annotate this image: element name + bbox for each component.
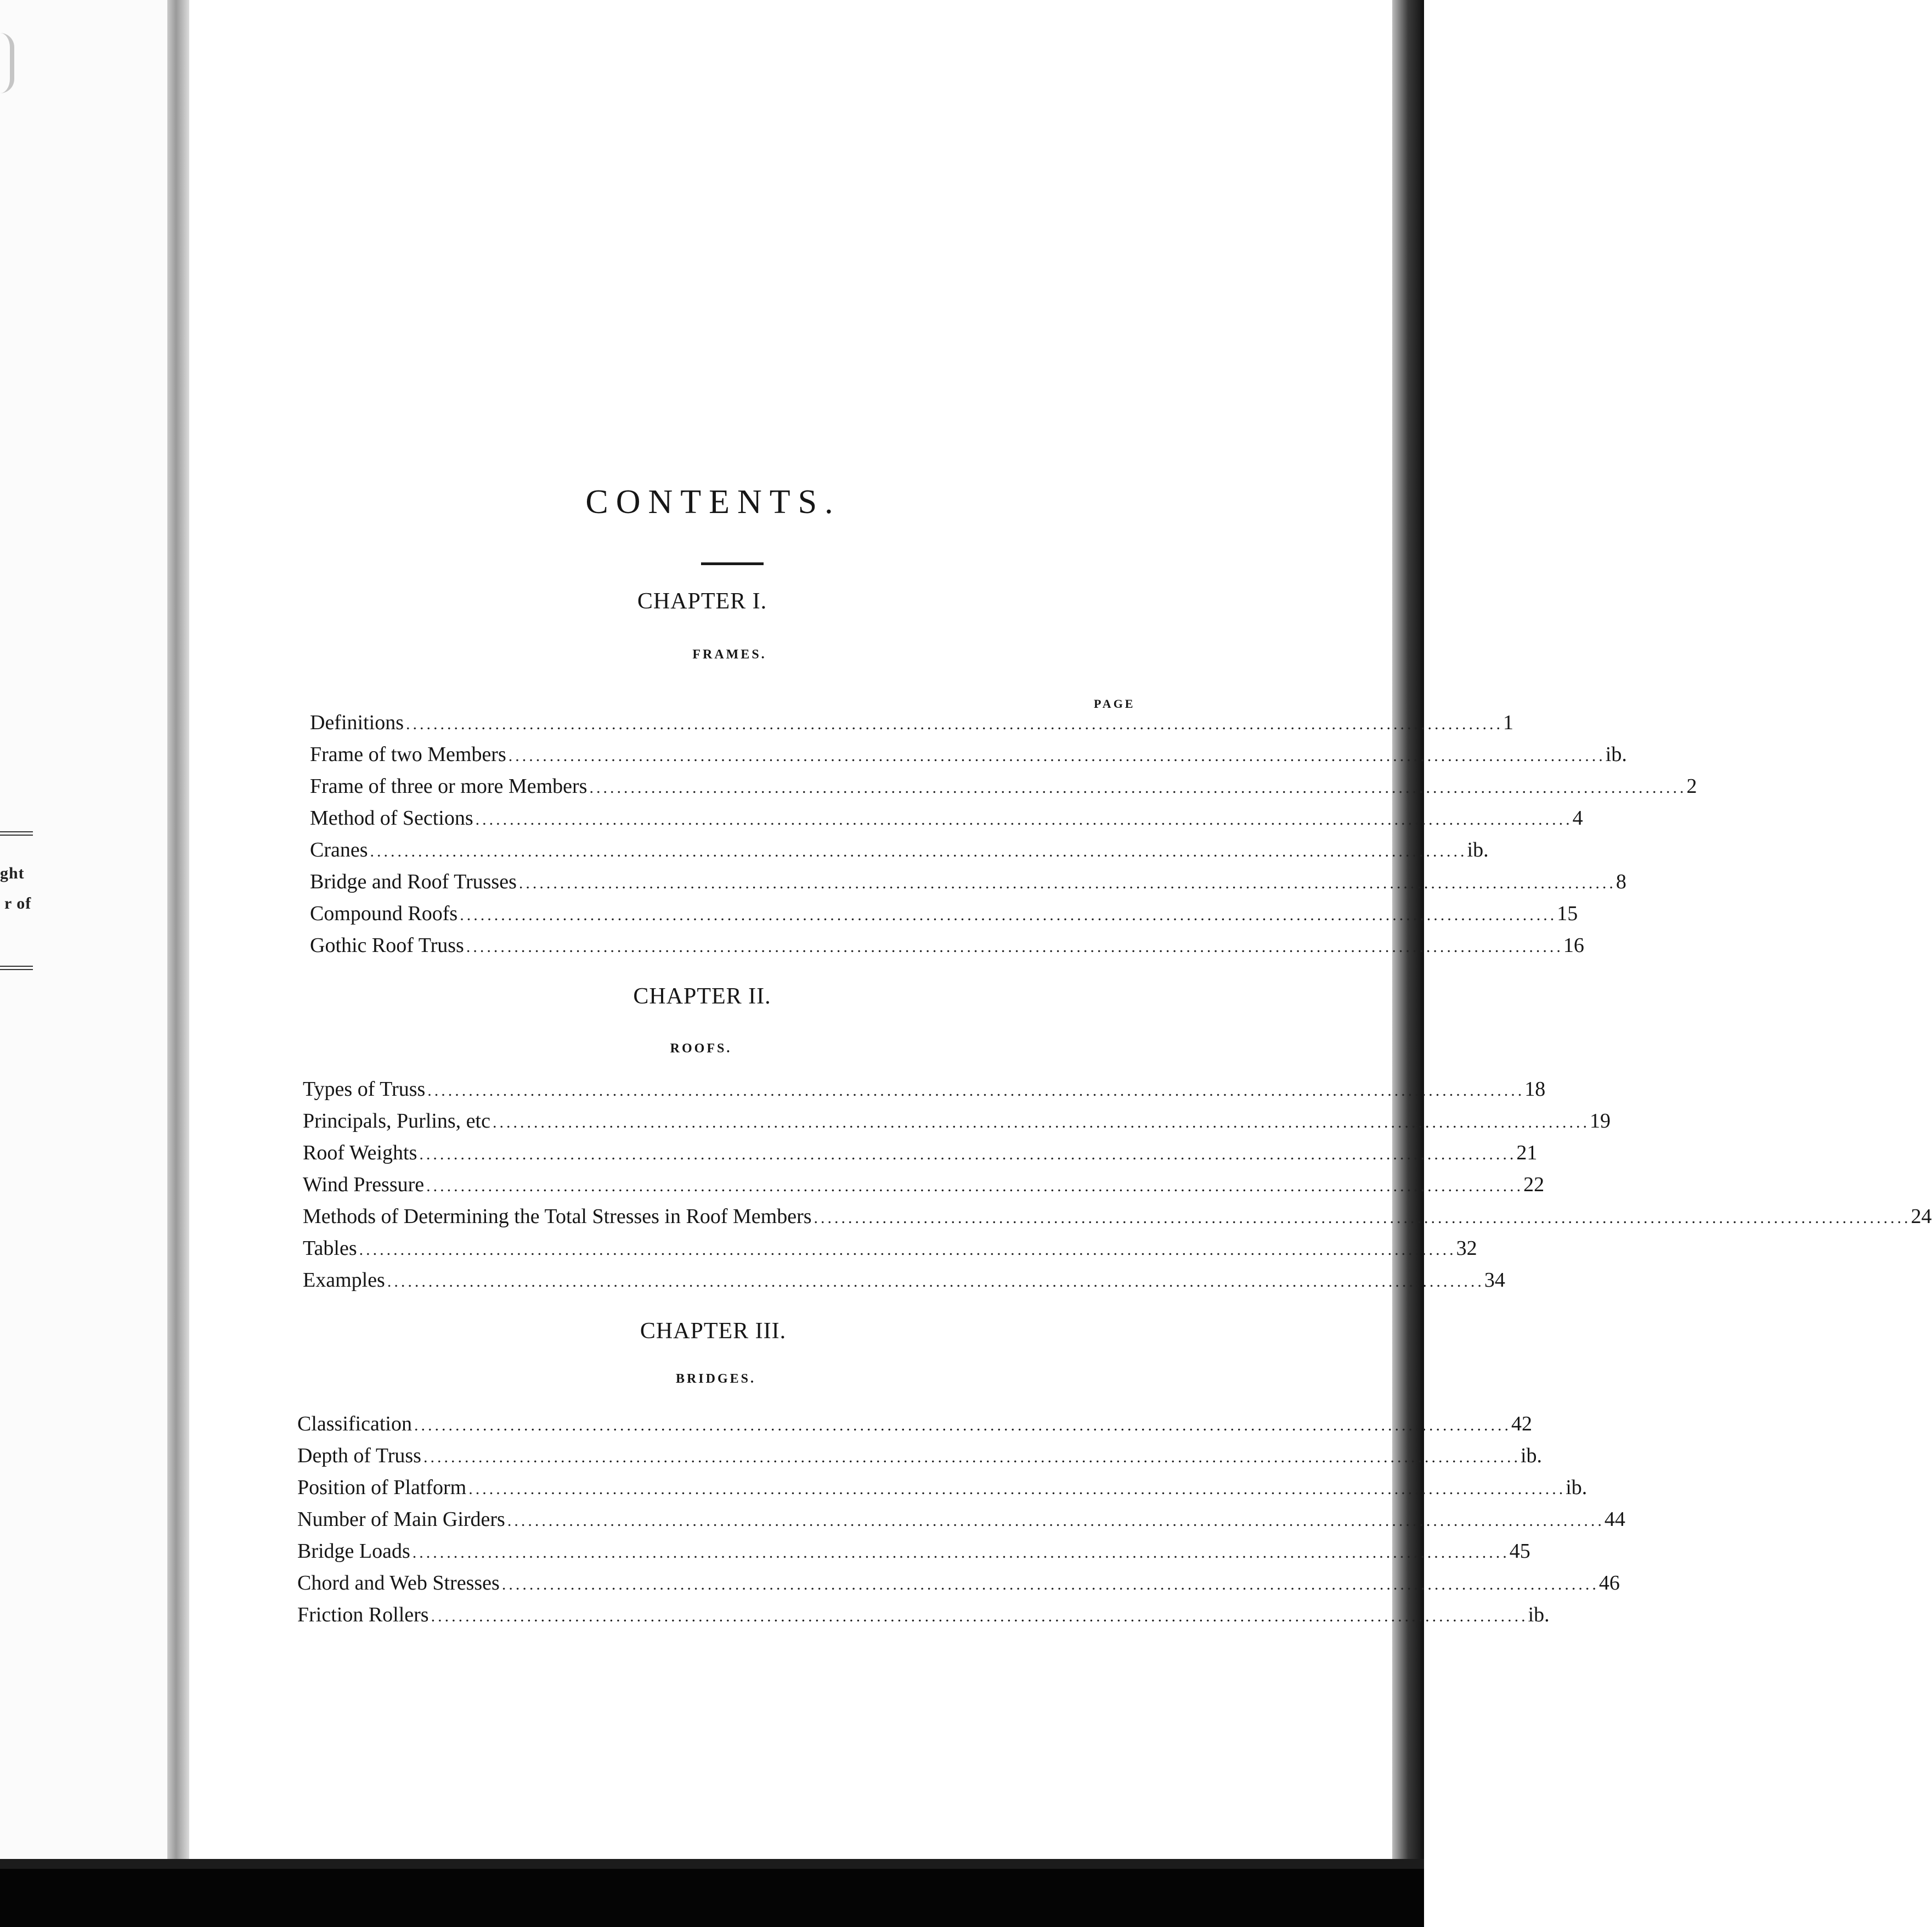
- toc-entry-title: Friction Rollers: [297, 1603, 429, 1626]
- toc-entry: [310, 739, 1627, 770]
- chapter-heading: CHAPTER I.: [637, 589, 767, 614]
- toc-dot-leader: ................................................................................................................................................................: [431, 1607, 1528, 1625]
- toc-dot-leader: ................................................................................................................................................................: [427, 1081, 1525, 1100]
- toc-entry: [303, 1232, 1477, 1264]
- toc-entry: [310, 929, 1584, 961]
- toc-entry-title: Definitions: [310, 711, 404, 734]
- toc-entry-title: Number of Main Girders: [297, 1508, 505, 1531]
- toc-entry-title: Frame of three or more Members: [310, 775, 587, 798]
- toc-entry-title: Method of Sections: [310, 807, 473, 830]
- toc-dot-leader: ................................................................................................................................................................: [460, 906, 1557, 924]
- toc-entry-page: ib.: [1528, 1603, 1550, 1626]
- toc-entry-page: ib.: [1467, 838, 1489, 861]
- toc-entry-title: Roof Weights: [303, 1141, 417, 1164]
- scan-bottom-border: [0, 1859, 1424, 1927]
- toc-entry-title: Bridge and Roof Trusses: [310, 870, 517, 893]
- toc-dot-leader: ................................................................................................................................................................: [814, 1209, 1911, 1227]
- facing-page-rule: [0, 966, 33, 970]
- chapter-subject: FRAMES.: [692, 647, 767, 662]
- toc-entry-title: Frame of two Members: [310, 743, 506, 766]
- toc-dot-leader: ................................................................................................................................................................: [359, 1241, 1456, 1259]
- toc-entry-title: Wind Pressure: [303, 1173, 425, 1196]
- toc-dot-leader: ................................................................................................................................................................: [508, 747, 1606, 765]
- toc-entry-page: 18: [1524, 1078, 1546, 1101]
- toc-entry-page: 1: [1502, 711, 1513, 734]
- toc-dot-leader: ................................................................................................................................................................: [589, 779, 1687, 797]
- toc-entry-page: 22: [1523, 1173, 1545, 1196]
- toc-entry: [303, 1137, 1538, 1169]
- toc-entry-page: 32: [1456, 1237, 1477, 1260]
- toc-entry: [297, 1408, 1532, 1440]
- chapter-heading: CHAPTER II.: [633, 984, 771, 1009]
- toc-dot-leader: ................................................................................................................................................................: [387, 1272, 1484, 1291]
- toc-entry: [297, 1567, 1620, 1599]
- toc-entry: [297, 1535, 1530, 1567]
- toc-entry: [297, 1599, 1550, 1631]
- page-title: CONTENTS.: [585, 483, 841, 521]
- toc-entry-page: 34: [1484, 1269, 1505, 1292]
- toc-dot-leader: ................................................................................................................................................................: [412, 1543, 1510, 1562]
- toc-dot-leader: ................................................................................................................................................................: [466, 938, 1563, 956]
- facing-page-rule: [0, 831, 33, 836]
- chapter-subject: BRIDGES.: [675, 1372, 756, 1386]
- toc-entry: [297, 1440, 1543, 1472]
- toc-entry-page: 16: [1563, 934, 1584, 957]
- toc-dot-leader: ................................................................................................................................................................: [423, 1448, 1521, 1466]
- toc-entry-title: Principals, Purlins, etc: [303, 1109, 490, 1132]
- toc-entry-title: Cranes: [310, 838, 368, 861]
- toc-entry: [297, 1472, 1588, 1503]
- toc-entry: [310, 707, 1513, 739]
- toc-dot-leader: ................................................................................................................................................................: [518, 874, 1616, 892]
- toc-entry-page: ib.: [1566, 1476, 1588, 1499]
- toc-entry-title: Classification: [297, 1412, 412, 1435]
- toc-entry: [310, 770, 1697, 802]
- toc-dot-leader: ................................................................................................................................................................: [370, 842, 1467, 860]
- toc-entry-page: 42: [1511, 1412, 1532, 1435]
- toc-entry-title: Bridge Loads: [297, 1540, 410, 1563]
- toc-entry-title: Depth of Truss: [297, 1444, 421, 1467]
- toc-entry: [310, 898, 1578, 929]
- toc-entry: [303, 1201, 1932, 1232]
- book-gutter: [167, 0, 189, 1863]
- toc-entry-page: 45: [1509, 1540, 1530, 1563]
- toc-chapter-2: [303, 1073, 1932, 1296]
- toc-entry-page: 44: [1604, 1508, 1625, 1531]
- page-column-label: PAGE: [1094, 697, 1136, 711]
- toc-entry-page: 19: [1589, 1109, 1611, 1132]
- toc-chapter-3: [297, 1408, 1625, 1631]
- toc-entry: [303, 1264, 1505, 1296]
- toc-entry: [303, 1073, 1546, 1105]
- toc-entry: [310, 802, 1583, 834]
- toc-entry-page: 15: [1557, 902, 1578, 925]
- toc-entry-title: Chord and Web Stresses: [297, 1571, 500, 1594]
- facing-page-fragment: ght: [0, 864, 25, 882]
- toc-dot-leader: ................................................................................................................................................................: [507, 1512, 1605, 1530]
- toc-entry-page: 2: [1686, 775, 1697, 798]
- toc-entry: [310, 866, 1626, 898]
- toc-dot-leader: ................................................................................................................................................................: [492, 1113, 1590, 1131]
- toc-entry-title: Tables: [303, 1237, 357, 1260]
- toc-entry-title: Gothic Roof Truss: [310, 934, 464, 957]
- toc-entry-page: 46: [1598, 1571, 1620, 1594]
- facing-page-edge: [0, 0, 167, 1927]
- toc-entry-page: 4: [1572, 807, 1583, 830]
- toc-entry-page: 24: [1911, 1205, 1932, 1228]
- toc-entry-title: Methods of Determining the Total Stresses in Roof Members: [303, 1205, 812, 1228]
- title-rule: [701, 562, 764, 565]
- toc-entry-title: Position of Platform: [297, 1476, 467, 1499]
- toc-entry-page: ib.: [1605, 743, 1627, 766]
- toc-dot-leader: ................................................................................................................................................................: [405, 715, 1503, 733]
- facing-page-mark: [0, 33, 14, 93]
- toc-dot-leader: ................................................................................................................................................................: [414, 1416, 1511, 1434]
- toc-chapter-1: [310, 707, 1697, 961]
- toc-entry-title: Examples: [303, 1269, 385, 1292]
- toc-entry-page: 8: [1615, 870, 1626, 893]
- toc-entry: [310, 834, 1489, 866]
- toc-dot-leader: ................................................................................................................................................................: [419, 1145, 1517, 1163]
- toc-dot-leader: ................................................................................................................................................................: [475, 810, 1573, 829]
- toc-entry: [303, 1105, 1611, 1137]
- toc-dot-leader: ................................................................................................................................................................: [468, 1480, 1566, 1498]
- facing-page-fragment: r of: [4, 894, 32, 912]
- toc-entry-page: 21: [1516, 1141, 1538, 1164]
- chapter-heading: CHAPTER III.: [640, 1319, 787, 1344]
- toc-entry: [303, 1169, 1545, 1201]
- toc-entry: [297, 1503, 1625, 1535]
- chapter-subject: ROOFS.: [670, 1041, 732, 1056]
- toc-entry-title: Types of Truss: [303, 1078, 426, 1101]
- toc-entry-title: Compound Roofs: [310, 902, 458, 925]
- toc-dot-leader: ................................................................................................................................................................: [501, 1575, 1599, 1593]
- toc-dot-leader: ................................................................................................................................................................: [426, 1177, 1524, 1195]
- toc-entry-page: ib.: [1520, 1444, 1543, 1467]
